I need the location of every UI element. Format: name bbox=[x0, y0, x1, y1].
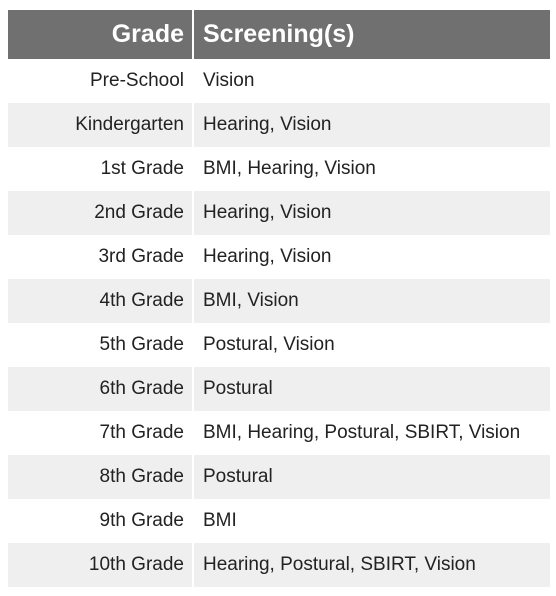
grade-cell: 9th Grade bbox=[8, 499, 193, 543]
screenings-cell: Postural bbox=[193, 455, 550, 499]
table-row bbox=[8, 59, 550, 103]
screenings-cell: BMI, Vision bbox=[193, 279, 550, 323]
screenings-cell: Postural, Vision bbox=[193, 323, 550, 367]
table-row bbox=[8, 499, 550, 543]
table-row bbox=[8, 411, 550, 455]
screenings-table-container bbox=[8, 10, 550, 587]
table-row bbox=[8, 191, 550, 235]
grade-cell: 1st Grade bbox=[8, 147, 193, 191]
grade-column-header: Grade bbox=[8, 10, 193, 59]
grade-cell: 7th Grade bbox=[8, 411, 193, 455]
table-row bbox=[8, 235, 550, 279]
screenings-cell: Hearing, Vision bbox=[193, 191, 550, 235]
table-row bbox=[8, 147, 550, 191]
screenings-cell: Postural bbox=[193, 367, 550, 411]
grade-cell: 6th Grade bbox=[8, 367, 193, 411]
header-row bbox=[8, 10, 550, 59]
screenings-table bbox=[8, 10, 550, 587]
grade-cell: 8th Grade bbox=[8, 455, 193, 499]
grade-cell: 2nd Grade bbox=[8, 191, 193, 235]
screenings-cell: BMI, Hearing, Postural, SBIRT, Vision bbox=[193, 411, 550, 455]
grade-cell: 5th Grade bbox=[8, 323, 193, 367]
table-row bbox=[8, 367, 550, 411]
grade-cell: 10th Grade bbox=[8, 543, 193, 587]
table-row bbox=[8, 279, 550, 323]
screenings-cell: Hearing, Vision bbox=[193, 103, 550, 147]
screenings-cell: Vision bbox=[193, 59, 550, 103]
grade-cell: 3rd Grade bbox=[8, 235, 193, 279]
screenings-column-header: Screening(s) bbox=[193, 10, 550, 59]
grade-cell: Kindergarten bbox=[8, 103, 193, 147]
grade-cell: 4th Grade bbox=[8, 279, 193, 323]
screenings-cell: Hearing, Postural, SBIRT, Vision bbox=[193, 543, 550, 587]
table-row bbox=[8, 103, 550, 147]
table-body bbox=[8, 59, 550, 587]
grade-cell: Pre-School bbox=[8, 59, 193, 103]
table-row bbox=[8, 455, 550, 499]
table-row bbox=[8, 543, 550, 587]
screenings-cell: BMI bbox=[193, 499, 550, 543]
table-row bbox=[8, 323, 550, 367]
screenings-cell: Hearing, Vision bbox=[193, 235, 550, 279]
table-header bbox=[8, 10, 550, 59]
screenings-cell: BMI, Hearing, Vision bbox=[193, 147, 550, 191]
